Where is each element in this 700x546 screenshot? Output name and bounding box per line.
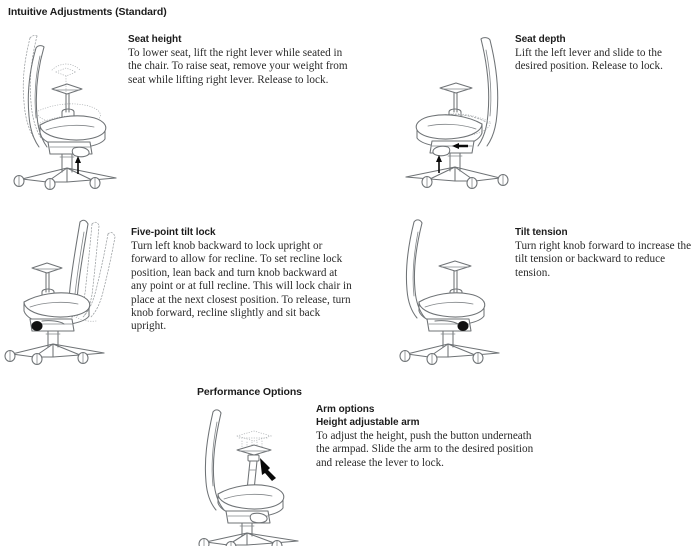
chair-base <box>400 344 499 365</box>
chair-back <box>478 38 498 146</box>
textblock-arm-options <box>316 403 541 470</box>
left-tilt-knob <box>32 321 43 331</box>
seat-height-arrow-icon <box>75 156 81 174</box>
textblock-seat-height <box>128 33 353 87</box>
chair-seat-height-illustration <box>4 26 134 186</box>
chair-tilt-tension-illustration <box>387 216 517 361</box>
tilt-mechanism <box>30 319 74 331</box>
arm-height-arrow-icon <box>260 458 276 481</box>
armpad <box>237 445 271 461</box>
heading-seat-height: Seat height <box>128 34 182 45</box>
right-tilt-knob <box>458 321 469 331</box>
body-seat-height: To lower seat, lift the right lever while seated in the chair. To raise seat, remove your weight from seat while lifting right lever. Release to lock. <box>128 47 348 86</box>
chair-base <box>14 168 116 190</box>
tilt-mechanism <box>430 141 474 156</box>
body-seat-depth: Lift the left lever and slide to the desired position. Release to lock. <box>515 47 663 73</box>
body-arm-options: To adjust the height, push the button underneath the armpad. Slide the arm to the desired position and release the lever to lock. <box>316 430 534 469</box>
chair-base <box>5 344 104 365</box>
textblock-five-point-tilt-lock <box>131 226 353 334</box>
chair-base <box>199 533 298 546</box>
tilt-mechanism <box>427 319 471 331</box>
section-title-performance: Performance Options <box>197 386 302 398</box>
heading-arm-options: Arm options <box>316 404 375 415</box>
section-title-standard: Intuitive Adjustments (Standard) <box>8 6 167 18</box>
chair-base <box>406 167 508 189</box>
heading-seat-depth: Seat depth <box>515 34 566 45</box>
arm-height-button <box>248 455 259 461</box>
tilt-mechanism <box>48 142 92 157</box>
textblock-tilt-tension <box>515 226 695 280</box>
subheading-height-adjustable-arm: Height adjustable arm <box>316 417 420 428</box>
heading-tilt-tension: Tilt tension <box>515 227 568 238</box>
textblock-seat-depth <box>515 33 697 74</box>
heading-five-point-tilt-lock: Five-point tilt lock <box>131 227 216 238</box>
chair-tilt-lock-illustration <box>4 216 134 361</box>
tilt-mechanism <box>226 511 270 523</box>
body-tilt-tension: Turn right knob forward to increase the tilt tension or backward to reduce tension. <box>515 240 692 279</box>
body-five-point-tilt-lock: Turn left knob backward to lock upright or forward to allow for recline. To set recline lock position, lean back and turn knob backward at any point or at full recline. This will lock chair in place at the next closest position. To release, turn knob forward, recline slightly and sit back upright. <box>131 240 352 333</box>
chair-seat-depth-illustration <box>392 26 522 186</box>
chair-arm-height-illustration <box>190 402 320 546</box>
